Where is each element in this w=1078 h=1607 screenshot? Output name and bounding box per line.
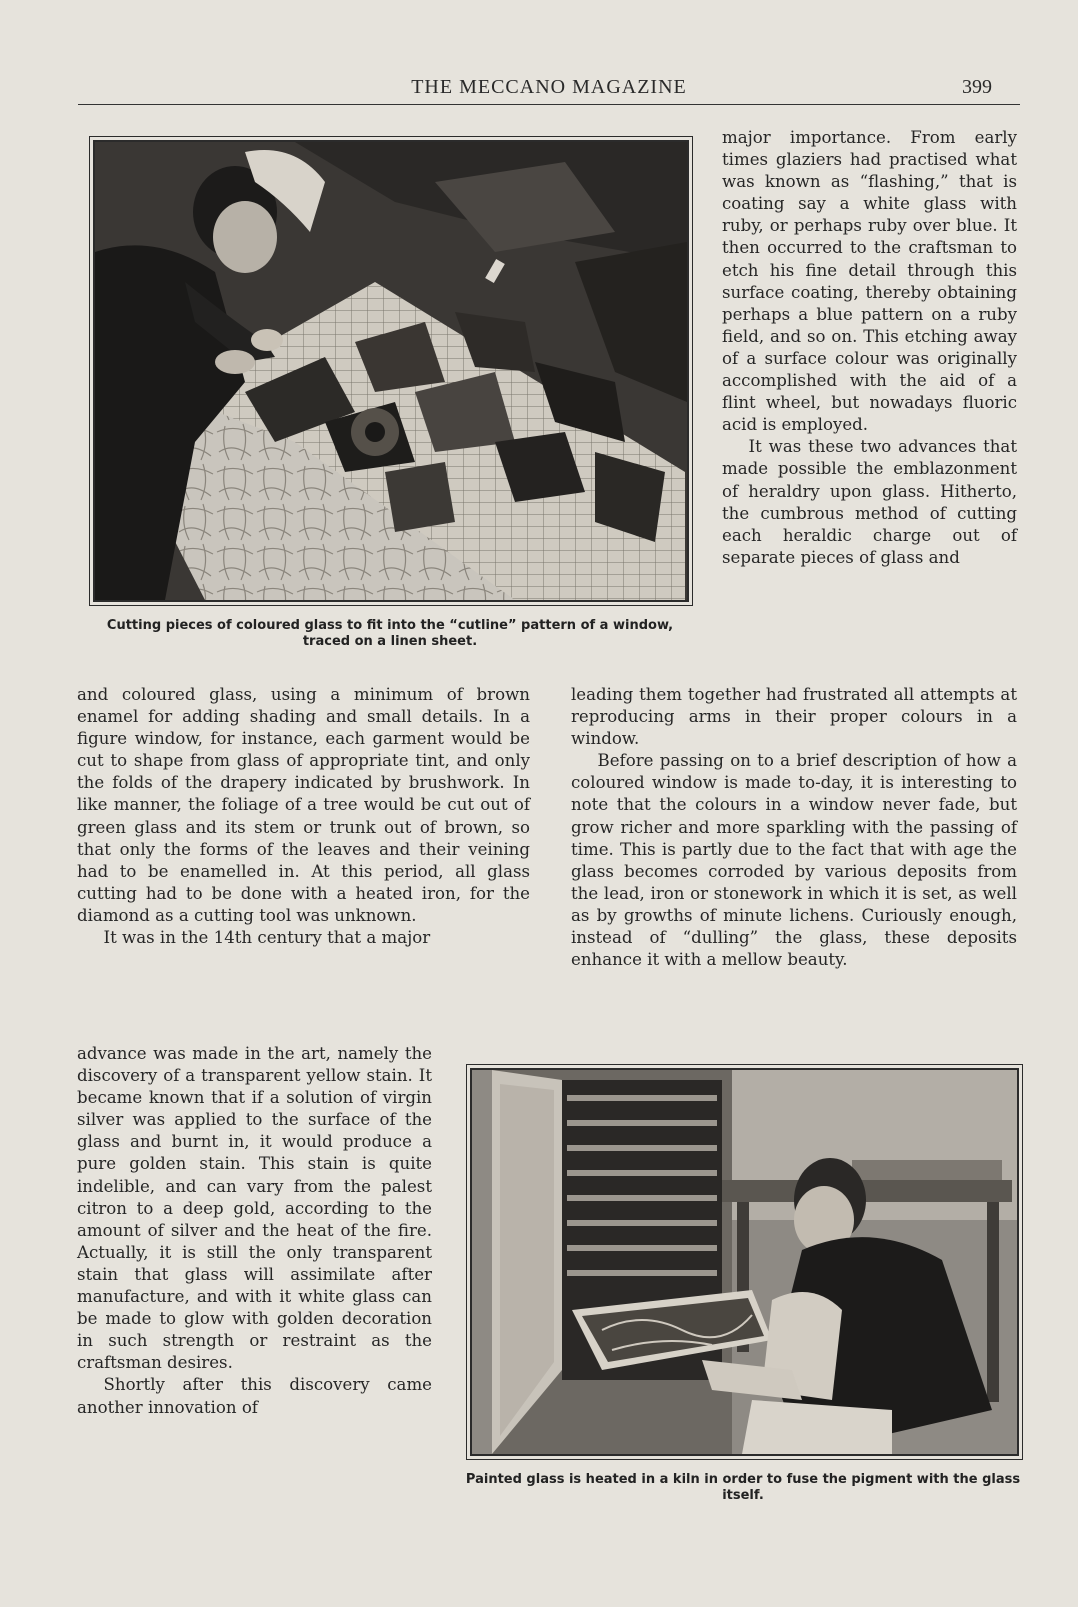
photo-cutting-glass bbox=[93, 140, 689, 602]
page-number: 399 bbox=[962, 76, 992, 98]
column-left-middle bbox=[77, 684, 530, 949]
paragraph: and coloured glass, using a minimum of brown enamel for adding shading and small details. In a figure window, for instance, each garment would be cut to shape from glass of appropriate tint, and only the folds of the drapery indicated by brushwork. In like manner, the foliage of a tree would be cut out of green glass and its stem or trunk out of brown, so that only the forms of the leaves and their veining had to be enamelled in. At this period, all glass cutting had to be done with a heated iron, for the diamond as a cutting tool was unknown. bbox=[77, 685, 530, 925]
photo-kiln bbox=[470, 1068, 1019, 1456]
magazine-title: THE MECCANO MAGAZINE bbox=[411, 76, 687, 98]
running-header bbox=[78, 76, 1020, 105]
paragraph: major importance. From early times glaziers had practised what was known as “flashing,” that is coating say a white glass with ruby, or perhaps ruby over blue. It then occurred to the craftsman to etch his fine detail through this surface coating, thereby obtaining perhaps a blue pattern on a ruby field, and so on. This etching away of a surface colour was originally accomplished with the aid of a flint wheel, but nowadays fluoric acid is employed. bbox=[722, 128, 1017, 435]
paragraph: Before passing on to a brief description of how a coloured window is made to-day, it is interesting to note that the colours in a window never fade, but grow richer and more sparkling with the passing of time. This is partly due to the fact that with age the glass becomes corroded by various deposits from the lead, iron or stonework in which it is set, as well as by growths of minute lichens. Curiously enough, instead of “dulling” the glass, these deposits enhance it with a mellow beauty. bbox=[571, 751, 1017, 970]
paragraph: Shortly after this discovery came another innovation of bbox=[77, 1375, 432, 1417]
paragraph: It was in the 14th century that a major bbox=[103, 928, 431, 948]
column-left-bottom bbox=[77, 1043, 432, 1419]
paragraph: advance was made in the art, namely the discovery of a transparent yellow stain. It became known that if a solution of virgin silver was applied to the surface of the glass and burnt in, it would produce a pure golden stain. This stain is quite indelible, and can vary from the palest citron to a deep gold, according to the amount of silver and the heat of the fire. Actually, it is still the only transparent stain that glass will assimilate after manufacture, and with it white glass can be made to glow with golden decoration in such strength or restraint as the craftsman desires. bbox=[77, 1044, 432, 1373]
column-right-top bbox=[722, 127, 1017, 569]
caption-top-photo: Cutting pieces of coloured glass to fit into the “cutline” pattern of a window, traced on a linen sheet. bbox=[106, 618, 674, 649]
column-right-middle bbox=[571, 684, 1017, 971]
paragraph: It was these two advances that made possible the emblazonment of heraldry upon glass. Hitherto, the cumbrous method of cutting each heraldic charge out of separate pieces of glass and bbox=[722, 437, 1017, 567]
paragraph: leading them together had frustrated all attempts at reproducing arms in their proper colours in a window. bbox=[571, 685, 1017, 749]
caption-bottom-photo: Painted glass is heated in a kiln in order to fuse the pigment with the glass itself. bbox=[465, 1472, 1021, 1503]
